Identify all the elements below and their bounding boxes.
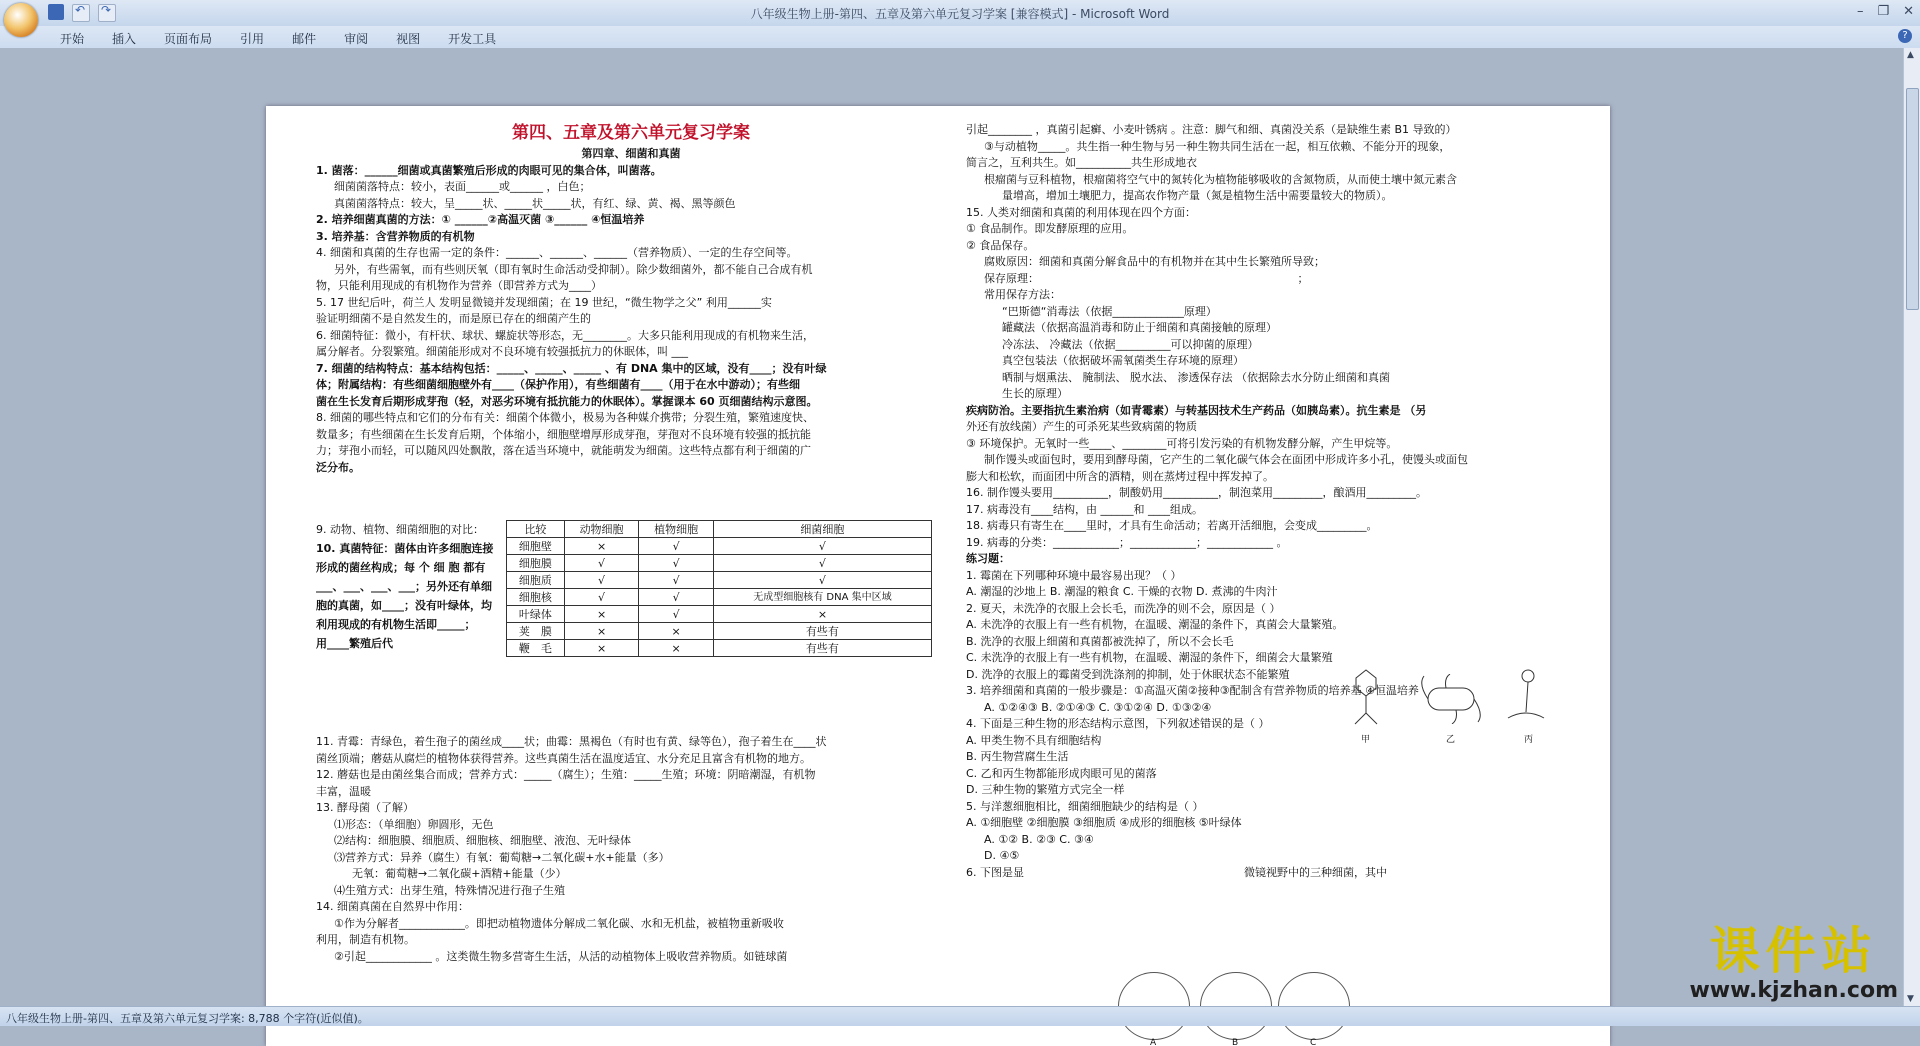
text-line: 7. 细菌的结构特点：基本结构包括：_____、_____、_____ 、有 DNA 集中的区域，没有____；没有叶绿 <box>316 361 827 375</box>
restore-button[interactable]: ❐ <box>1877 4 1890 19</box>
text-line: 6. 下图是显 微镜视野中的三种细菌，其中 <box>966 865 1387 879</box>
status-bar <box>0 1006 1920 1026</box>
text-line: 1. 霉菌在下列哪种环境中最容易出现？（ ） <box>966 568 1182 582</box>
text-line: A. ①细胞壁 ②细胞膜 ③细胞质 ④成形的细胞核 ⑤叶绿体 <box>966 816 1242 829</box>
microbe-figure-bing <box>1506 668 1546 726</box>
text-line: 19. 病毒的分类：____________；____________；____________ 。 <box>966 535 1288 549</box>
watermark-main: 课件站 <box>1709 922 1878 980</box>
text-line: ⑵结构：细胞膜、细胞质、细胞核、细胞壁、液泡、无叶绿体 <box>334 834 631 847</box>
tab-insert[interactable]: 插入 <box>112 32 137 46</box>
text-line: 常用保存方法： <box>984 288 1061 301</box>
text-line: 根瘤菌与豆科植物，根瘤菌将空气中的氮转化为植物能够吸收的含氮物质，从而使土壤中氮元素含 <box>984 172 1457 186</box>
text-line: B. 洗净的衣服上细菌和真菌都被洗掉了，所以不会长毛 <box>966 634 1234 648</box>
text-line: D. 洗净的衣服上的霉菌受到洗涤剂的抑制，处于休眠状态不能繁殖 <box>966 667 1290 681</box>
table-cell: √ <box>564 572 639 589</box>
table-cell: 鞭 毛 <box>507 640 565 657</box>
text-line: 制作馒头或面包时，要用到酵母菌，它产生的二氧化碳气体会在面团中形成许多小孔，使馒头或面包 <box>984 453 1468 466</box>
figure-label: A <box>1150 1038 1157 1046</box>
side-text-line: 10. 真菌特征：菌体由许多细胞连接形成的菌丝构成；每 个 细 胞 都有___、___、___、___；另外还有单细胞的真菌，如____；没有叶绿体，均利用现成的有机物生活即_____； <box>316 542 494 631</box>
scroll-thumb[interactable] <box>1906 88 1919 310</box>
right-column <box>966 122 1576 881</box>
text-line: 8. 细菌的哪些特点和它们的分布有关：细菌个体微小，极易为各种媒介携带；分裂生殖，繁殖速度快、 <box>316 411 814 424</box>
text-line: 无氧：葡萄糖→二氧化碳+酒精+能量（少） <box>352 867 567 880</box>
tab-review[interactable]: 审阅 <box>344 32 369 46</box>
figure-label: 乙 <box>1446 735 1456 745</box>
table-cell: × <box>639 623 714 640</box>
table-cell: √ <box>639 589 714 606</box>
table-cell: √ <box>639 538 714 555</box>
table-cell: √ <box>564 589 639 606</box>
text-line: 体；附属结构：有些细菌细胞壁外有____（保护作用），有些细菌有____（用于在水中游动）；有些细 <box>316 378 800 391</box>
text-line: 真菌菌落特点：较大，呈_____状、_____状_____状，有红、绿、黄、褐、黑等颜色 <box>334 196 736 210</box>
text-line: A. 甲类生物不具有细胞结构 <box>966 733 1102 747</box>
document-title: 第四、五章及第六单元复习学案 <box>512 123 750 143</box>
text-line: 罐藏法（依据高温消毒和防止于细菌和真菌接触的原理） <box>1002 321 1277 334</box>
text-line: 菌在生长发育后期形成芽孢（轻，对恶劣环境有抵抗能力的休眠体）。掌握课本 60 页细菌结构示意图。 <box>316 394 818 408</box>
text-line: 2. 夏天，未洗净的衣服上会长毛，而洗净的则不会，原因是（ ） <box>966 601 1281 615</box>
mold-icon <box>1506 668 1546 726</box>
vertical-scrollbar[interactable] <box>1903 48 1920 1006</box>
table-cell: × <box>713 606 931 623</box>
text-line: B. 丙生物营腐生生活 <box>966 750 1069 763</box>
table-cell: √ <box>639 555 714 572</box>
table-header-row <box>507 521 932 538</box>
table-cell: 有些有 <box>713 623 931 640</box>
left-column <box>316 122 946 476</box>
side-text-line: 用____繁殖后代 <box>316 637 393 650</box>
table-cell: 无成型细胞核有 DNA 集中区域 <box>713 589 931 606</box>
text-line: 细菌菌落特点：较小，表面______或______ ，白色； <box>334 180 591 193</box>
left-text-block <box>316 146 946 476</box>
window-title: 八年级生物上册-第四、五章及第六单元复习学案 [兼容模式] - Microsoft Word <box>750 7 1170 21</box>
table-header-cell: 动物细胞 <box>564 521 639 538</box>
text-line: 属分解者。分裂繁殖。细菌能形成对不良环境有较强抵抗力的休眠体，叫 ___ <box>316 345 688 358</box>
text-line: 5. 17 世纪后叶，荷兰人 发明显微镜并发现细菌；在 19 世纪，“微生物学之父” 利用______实 <box>316 295 772 309</box>
help-icon[interactable]: ? <box>1898 29 1912 43</box>
office-button[interactable] <box>4 3 38 37</box>
table-cell: × <box>639 640 714 657</box>
table-row <box>507 572 932 589</box>
tab-page-layout[interactable]: 页面布局 <box>164 32 213 46</box>
bacterium-icon <box>1416 674 1486 724</box>
text-line: 4. 细菌和真菌的生存也需一定的条件：______、______、______（营养物质）、一定的生存空间等。 <box>316 246 798 259</box>
figure-label: B <box>1232 1038 1239 1046</box>
figure-label: 丙 <box>1524 735 1534 745</box>
title-bar <box>0 0 1920 26</box>
comparison-side-text <box>316 520 502 653</box>
text-line: 练习题： <box>966 552 1010 565</box>
status-text: 八年级生物上册-第四、五章及第六单元复习学案: 8,788 个字符(近似值)。 <box>6 1012 369 1025</box>
text-line: 晒制与烟熏法、 腌制法、 脱水法、 渗透保存法 （依据除去水分防止细菌和真菌 <box>1002 370 1390 384</box>
table-cell: 细胞核 <box>507 589 565 606</box>
text-line: 2. 培养细菌真菌的方法：① ______②高温灭菌 ③______ ④恒温培养 <box>316 213 645 226</box>
text-line: 11. 青霉：青绿色，着生孢子的菌丝成____状；曲霉：黑褐色（有时也有黄、绿等色），孢子着生在____状 <box>316 735 827 748</box>
text-line: 引起________ ，真菌引起癣、小麦叶锈病 。注意：脚气和细、真菌没关系（是缺维生素 B1 导致的） <box>966 123 1457 136</box>
minimize-button[interactable]: – <box>1856 4 1864 19</box>
table-cell: × <box>564 623 639 640</box>
table-cell: 细胞膜 <box>507 555 565 572</box>
figure-label: 甲 <box>1361 735 1371 745</box>
text-line: 另外，有些需氧，而有些则厌氧（即有氧时生命活动受抑制）。除少数细菌外，都不能自己合成有机 <box>334 262 813 276</box>
scroll-up-icon[interactable]: ▲ <box>1907 50 1914 60</box>
text-line: 4. 下面是三种生物的形态结构示意图，下列叙述错误的是（ ） <box>966 717 1270 730</box>
text-line: D. 三种生物的繁殖方式完全一样 <box>966 783 1125 796</box>
text-line: ⑶营养方式：异养（腐生）有氧：葡萄糖→二氧化碳+水+能量（多） <box>334 850 670 864</box>
text-line: ①作为分解者____________。即把动植物遗体分解成二氧化碳、水和无机盐，被植物重新吸收 <box>334 916 784 930</box>
text-line: 菌丝顶端；蘑菇从腐烂的植物体获得营养。这些真菌生活在温度适宜、水分充足且富含有机物的地方。 <box>316 751 811 765</box>
left-column-lower <box>316 734 946 965</box>
text-line: 力；芽孢小而轻，可以随风四处飘散，落在适当环境中，就能萌发为细菌。这些特点都有利于细菌的广 <box>316 444 811 457</box>
tab-home[interactable]: 开始 <box>60 32 85 46</box>
text-line: 保存原理： ； <box>984 271 1309 285</box>
right-text-block <box>966 122 1576 881</box>
bacteriophage-icon <box>1351 668 1381 728</box>
text-line: ⑷生殖方式：出芽生殖，特殊情况进行孢子生殖 <box>334 883 565 897</box>
text-line: A. 未洗净的衣服上有一些有机物，在温暖、潮湿的条件下，真菌会大量繁殖。 <box>966 618 1344 631</box>
text-line: 生长的原理） <box>1002 387 1068 400</box>
figure-label: C <box>1310 1038 1317 1046</box>
table-cell: 细胞壁 <box>507 538 565 555</box>
table-cell: √ <box>713 538 931 555</box>
watermark-url: www.kjzhan.com <box>1689 978 1898 1003</box>
table-cell: √ <box>713 572 931 589</box>
text-line: ③与动植物_____。共生指一种生物与另一种生物共同生活在一起，相互依赖、不能分开的现象， <box>984 139 1451 153</box>
text-line: 6. 细菌特征：微小，有杆状、球状、螺旋状等形态，无________。大多只能利用现成的有机物来生活， <box>316 328 814 342</box>
table-row <box>507 589 932 606</box>
table-cell: 荚 膜 <box>507 623 565 640</box>
text-line: 18. 病毒只有寄生在____里时，才具有生命活动；若离开活细胞，会变成_________。 <box>966 519 1378 532</box>
text-line: C. 未洗净的衣服上有一些有机物，在温暖、潮湿的条件下，细菌会大量繁殖 <box>966 651 1333 664</box>
ribbon-tabs <box>60 30 496 47</box>
text-line: A. ①②④③ B. ②①④③ C. ③①②④ D. ①③②④ <box>984 700 1212 714</box>
table-header-cell: 细菌细胞 <box>713 521 931 538</box>
document-page[interactable] <box>266 106 1610 1046</box>
ribbon <box>0 26 1920 49</box>
text-line: 膨大和松软，而面团中所含的酒精，则在蒸烤过程中挥发掉了。 <box>966 469 1274 483</box>
text-line: 13. 酵母菌（了解） <box>316 801 414 814</box>
text-line: 丰富，温暖 <box>316 784 371 798</box>
tab-mailings[interactable]: 邮件 <box>292 32 317 46</box>
text-line: A. ①② B. ②③ C. ③④ <box>984 832 1094 846</box>
text-line: D. ④⑤ <box>984 849 1020 862</box>
text-line: 外还有放线菌）产生的可杀死某些致病菌的物质 <box>966 420 1197 433</box>
window-controls <box>1857 4 1914 19</box>
microbe-figure-jia <box>1351 668 1381 728</box>
text-line: 利用，制造有机物。 <box>316 933 415 946</box>
text-line: 泛分布。 <box>316 460 360 474</box>
table-header-cell: 比较 <box>507 521 565 538</box>
table-cell: × <box>564 538 639 555</box>
table-cell: √ <box>639 572 714 589</box>
text-line: 3. 培养基：含营养物质的有机物 <box>316 229 475 243</box>
cell-comparison-table <box>506 520 932 657</box>
text-line: A. 潮湿的沙地上 B. 潮湿的粮食 C. 干燥的衣物 D. 煮沸的牛肉汁 <box>966 585 1278 598</box>
text-line: ⑴形态：（单细胞）卵圆形，无色 <box>334 817 494 831</box>
table-row <box>507 555 932 572</box>
text-line: 简言之，互利共生。如__________共生形成地衣 <box>966 156 1197 169</box>
table-row <box>507 640 932 657</box>
table-cell: × <box>564 640 639 657</box>
table-cell: 叶绿体 <box>507 606 565 623</box>
text-line: 16. 制作馒头要用__________，制酸奶用__________，制泡菜用_________，酿酒用_________。 <box>966 486 1427 499</box>
text-line: ②引起____________ 。这类微生物多营寄生生活，从活的动植物体上吸收营养物质。如链球菌 <box>334 949 788 963</box>
text-line: 冷冻法、 冷藏法（依据__________可以抑菌的原理） <box>1002 337 1259 351</box>
text-line: ① 食品制作。即发酵原理的应用。 <box>966 222 1134 235</box>
text-line: 第四章、细菌和真菌 <box>581 147 681 160</box>
text-line: “巴斯德“消毒法（依据_____________原理） <box>1002 304 1217 318</box>
text-line: C. 乙和丙生物都能形成肉眼可见的菌落 <box>966 766 1157 780</box>
table-row <box>507 606 932 623</box>
side-text-line: 9. 动物、植物、细菌细胞的对比： <box>316 523 484 536</box>
tab-references[interactable]: 引用 <box>240 32 265 46</box>
table-cell: √ <box>639 606 714 623</box>
microbe-figure-yi <box>1416 674 1486 724</box>
text-line: 验证明细菌不是自然发生的，而是原已存在的细菌产生的 <box>316 312 591 325</box>
table-row <box>507 538 932 555</box>
text-line: 疾病防治。主要指抗生素治病（如青霉素）与转基因技术生产药品（如胰岛素）。抗生素是 （另 <box>966 403 1427 417</box>
text-line: 15. 人类对细菌和真菌的利用体现在四个方面： <box>966 205 1196 219</box>
site-watermark <box>1689 924 1898 1003</box>
text-line: 12. 蘑菇也是由菌丝集合而成；营养方式：_____（腐生）；生殖：_____生殖；环境：阴暗潮湿，有机物 <box>316 768 816 781</box>
tab-view[interactable]: 视图 <box>396 32 421 46</box>
table-cell: 细胞质 <box>507 572 565 589</box>
text-line: 物，只能利用现成的有机物作为营养（即营养方式为____） <box>316 279 602 292</box>
table-cell: 有些有 <box>713 640 931 657</box>
text-line: 17. 病毒没有____结构，由 ______和 ____组成。 <box>966 502 1203 516</box>
text-line: 14. 细菌真菌在自然界中作用： <box>316 900 469 913</box>
text-line: 1. 菌落：______细菌或真菌繁殖后形成的肉眼可见的集合体，叫菌落。 <box>316 163 662 177</box>
text-line: 5. 与洋葱细胞相比，细菌细胞缺少的结构是（ ） <box>966 799 1204 813</box>
tab-developer[interactable]: 开发工具 <box>448 32 497 46</box>
text-line: 腐败原因：细菌和真菌分解食品中的有机物并在其中生长繁殖所导致； <box>984 255 1325 268</box>
table-row <box>507 623 932 640</box>
table-header-cell: 植物细胞 <box>639 521 714 538</box>
left-text-block-lower <box>316 734 946 965</box>
text-line: ② 食品保存。 <box>966 238 1035 252</box>
table-cell: √ <box>564 555 639 572</box>
text-line: ③ 环境保护。无氧时一些____、________可将引发污染的有机物发酵分解，产生甲烷等。 <box>966 436 1398 450</box>
close-button[interactable]: ✕ <box>1903 4 1914 19</box>
scroll-down-icon[interactable]: ▼ <box>1907 994 1914 1004</box>
text-line: 3. 培养细菌和真菌的一般步骤是：①高温灭菌②接种③配制含有营养物质的培养基 ④恒温培养 <box>966 684 1419 697</box>
text-line: 量增高，增加土壤肥力，提高农作物产量（氮是植物生活中需要量较大的物质）。 <box>1002 189 1393 202</box>
table-cell: × <box>564 606 639 623</box>
text-line: 真空包装法（依据破坏需氧菌类生存环境的原理） <box>1002 354 1244 367</box>
text-line: 数量多；有些细菌在生长发育后期，个体缩小，细胞壁增厚形成芽孢，芽孢对不良环境有较强的抵抗能 <box>316 427 811 441</box>
table-cell: √ <box>713 555 931 572</box>
